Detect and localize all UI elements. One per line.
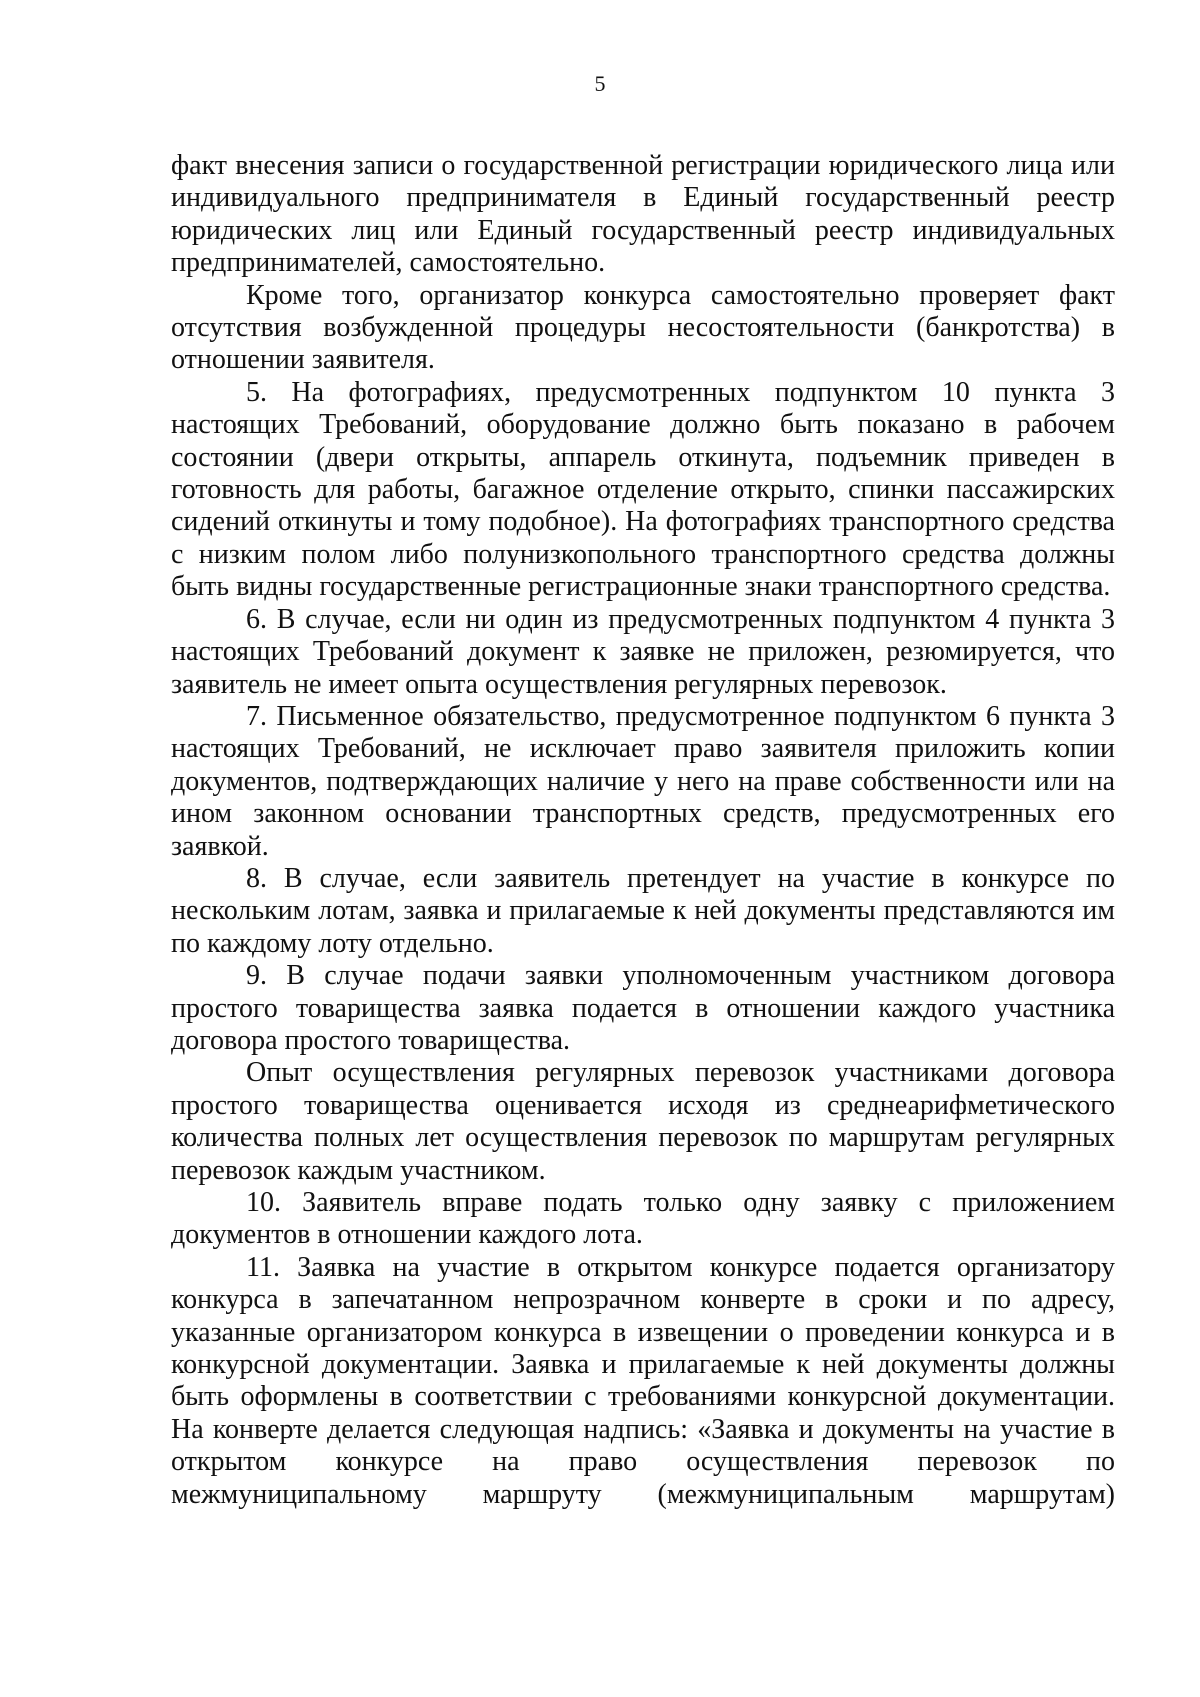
paragraph-bankruptcy-check: Кроме того, организатор конкурса самостоятельно проверяет факт отсутствия возбужденной процедуры несостоятельности (банкротства) в отношении заявителя.	[171, 279, 1115, 376]
paragraph-item-5-photos: 5. На фотографиях, предусмотренных подпунктом 10 пункта 3 настоящих Требований, оборудование должно быть показано в рабочем состоянии (двери открыты, аппарель откинута, подъемник приведен в готовность для работы, багажное отделение открыто, спинки пассажирских сидений откинуты и тому подобное). На фотографиях транспортного средства с низким полом либо полунизкопольного транспортного средства должны быть видны государственные регистрационные знаки транспортного средства.	[171, 376, 1115, 603]
page-number: 5	[594, 71, 606, 96]
paragraph-item-11-sealed-envelope: 11. Заявка на участие в открытом конкурсе подается организатору конкурса в запечатанном непрозрачном конверте в сроки и по адресу, указанные организатором конкурса в извещении о проведении конкурса и в конкурсной документации. Заявка и прилагаемые к ней документы должны быть оформлены в соответствии с требованиями конкурсной документации. На конверте делается следующая надпись: «Заявка и документы на участие в открытом конкурсе на право осуществления перевозок по межмуниципальному маршруту (межмуниципальным маршрутам)	[171, 1251, 1115, 1510]
paragraph-item-7-written-obligation: 7. Письменное обязательство, предусмотренное подпунктом 6 пункта 3 настоящих Требований, не исключает право заявителя приложить копии документов, подтверждающих наличие у него на праве собственности или на ином законном основании транспортных средств, предусмотренных его заявкой.	[171, 700, 1115, 862]
paragraph-partnership-experience: Опыт осуществления регулярных перевозок участниками договора простого товарищества оценивается исходя из среднеарифметического количества полных лет осуществления перевозок по маршрутам регулярных перевозок каждым участником.	[171, 1057, 1115, 1186]
paragraph-item-10-one-application: 10. Заявитель вправе подать только одну заявку с приложением документов в отношении каждого лота.	[171, 1187, 1115, 1251]
paragraph-item-6-no-experience: 6. В случае, если ни один из предусмотренных подпунктом 4 пункта 3 настоящих Требований документ к заявке не приложен, резюмируется, что заявитель не имеет опыта осуществления регулярных перевозок.	[171, 603, 1115, 700]
paragraph-item-8-multiple-lots: 8. В случае, если заявитель претендует на участие в конкурсе по нескольким лотам, заявка и прилагаемые к ней документы представляются им по каждому лоту отдельно.	[171, 862, 1115, 959]
paragraph-item-9-partnership: 9. В случае подачи заявки уполномоченным участником договора простого товарищества заявка подается в отношении каждого участника договора простого товарищества.	[171, 960, 1115, 1056]
document-body	[171, 150, 1115, 1511]
paragraph-registration-fact: факт внесения записи о государственной регистрации юридического лица или индивидуального предпринимателя в Единый государственный реестр юридических лиц или Единый государственный реестр индивидуальных предпринимателей, самостоятельно.	[171, 150, 1115, 279]
